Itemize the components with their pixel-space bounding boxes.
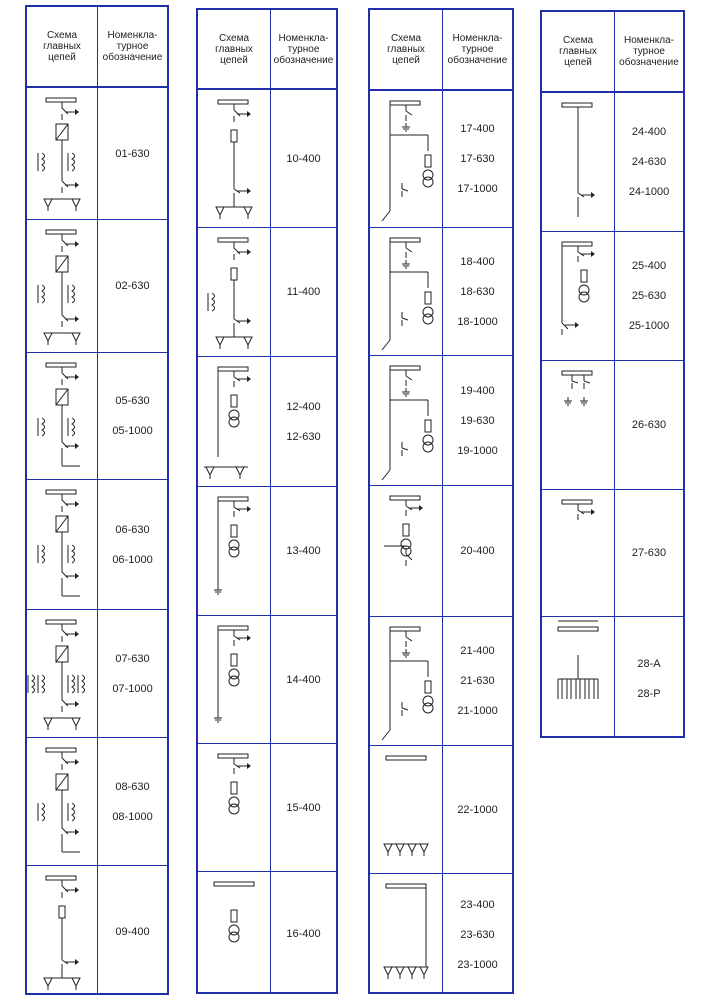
circuit-diagram-svg bbox=[370, 746, 442, 874]
circuit-diagram-svg bbox=[542, 232, 614, 361]
nomenclature-code: 08-630 bbox=[115, 780, 150, 793]
circuit-diagram bbox=[198, 744, 270, 871]
scheme-table bbox=[540, 10, 685, 738]
nomenclature-codes bbox=[98, 220, 167, 352]
nomenclature-code: 08-1000 bbox=[112, 810, 153, 823]
scheme-table bbox=[368, 8, 514, 994]
circuit-diagram bbox=[542, 361, 614, 489]
circuit-diagram bbox=[370, 228, 442, 355]
scheme-table bbox=[25, 5, 169, 995]
nomenclature-code: 01-630 bbox=[115, 147, 150, 160]
nomenclature-code: 15-400 bbox=[286, 801, 321, 814]
nomenclature-codes bbox=[443, 486, 512, 616]
nomenclature-code: 19-1000 bbox=[457, 444, 498, 457]
circuit-diagram-svg bbox=[198, 90, 270, 227]
circuit-diagram-svg bbox=[27, 88, 97, 219]
scheme-row bbox=[370, 91, 512, 227]
table-header bbox=[370, 10, 512, 91]
circuit-diagram bbox=[370, 746, 442, 873]
circuit-diagram-svg bbox=[370, 91, 442, 227]
scheme-row bbox=[27, 219, 167, 352]
header-code-label: Номенкла- турное обозначение bbox=[273, 32, 334, 66]
scheme-row bbox=[27, 609, 167, 737]
circuit-diagram-svg bbox=[198, 357, 270, 487]
nomenclature-code: 13-400 bbox=[286, 545, 321, 557]
circuit-diagram bbox=[370, 91, 442, 227]
nomenclature-code: 18-400 bbox=[460, 255, 495, 268]
nomenclature-code: 17-400 bbox=[460, 123, 495, 135]
nomenclature-codes bbox=[98, 480, 167, 609]
scheme-row bbox=[370, 616, 512, 745]
nomenclature-code: 21-630 bbox=[460, 675, 495, 687]
circuit-diagram bbox=[27, 610, 97, 737]
circuit-diagram bbox=[198, 357, 270, 486]
nomenclature-code: 02-630 bbox=[115, 280, 150, 292]
circuit-diagram bbox=[542, 232, 614, 360]
scheme-row bbox=[27, 737, 167, 865]
circuit-diagram-svg bbox=[27, 220, 97, 353]
nomenclature-codes bbox=[271, 357, 336, 486]
circuit-diagram bbox=[542, 93, 614, 231]
nomenclature-codes bbox=[615, 490, 683, 616]
header-scheme-label: Схема главных цепей bbox=[43, 30, 81, 63]
circuit-diagram bbox=[27, 738, 97, 865]
scheme-row bbox=[27, 865, 167, 997]
nomenclature-codes bbox=[271, 228, 336, 356]
nomenclature-code: 19-400 bbox=[460, 384, 495, 397]
circuit-diagram-svg bbox=[542, 93, 614, 231]
nomenclature-code: 24-400 bbox=[631, 126, 667, 138]
circuit-diagram bbox=[198, 487, 270, 615]
nomenclature-code: 22-1000 bbox=[457, 803, 498, 816]
header-code-label: Номенкла- турное обозначение bbox=[619, 35, 679, 68]
nomenclature-code: 25-1000 bbox=[628, 320, 670, 332]
circuit-diagram-svg bbox=[27, 866, 97, 998]
scheme-row bbox=[27, 479, 167, 609]
scheme-table bbox=[196, 8, 338, 994]
nomenclature-code: 28-P bbox=[637, 687, 661, 700]
circuit-diagram-svg bbox=[370, 874, 442, 997]
nomenclature-code: 24-1000 bbox=[628, 186, 670, 198]
nomenclature-code: 18-630 bbox=[460, 285, 495, 298]
circuit-diagram bbox=[542, 490, 614, 616]
circuit-diagram bbox=[27, 866, 97, 997]
circuit-diagram bbox=[370, 617, 442, 745]
header-code-label: Номенкла- турное обозначение bbox=[447, 33, 508, 66]
scheme-row bbox=[198, 743, 336, 871]
nomenclature-codes bbox=[98, 866, 167, 997]
scheme-row bbox=[198, 227, 336, 356]
circuit-diagram bbox=[27, 480, 97, 609]
scheme-row bbox=[370, 485, 512, 616]
circuit-diagram bbox=[370, 356, 442, 485]
circuit-diagram bbox=[370, 874, 442, 996]
circuit-diagram-svg bbox=[370, 228, 442, 356]
nomenclature-code: 06-1000 bbox=[112, 553, 153, 566]
scheme-row bbox=[370, 873, 512, 996]
nomenclature-code: 25-400 bbox=[631, 260, 667, 272]
nomenclature-code: 05-630 bbox=[115, 395, 150, 407]
nomenclature-code: 11-400 bbox=[286, 286, 321, 298]
circuit-diagram-svg bbox=[27, 480, 97, 610]
nomenclature-codes bbox=[98, 88, 167, 219]
header-scheme-label: Схема главных цепей bbox=[387, 33, 425, 66]
table-header bbox=[198, 10, 336, 90]
nomenclature-code: 16-400 bbox=[286, 928, 321, 940]
circuit-diagram bbox=[27, 220, 97, 352]
nomenclature-code: 21-400 bbox=[460, 645, 495, 657]
circuit-diagram-svg bbox=[27, 353, 97, 480]
circuit-diagram bbox=[198, 228, 270, 356]
nomenclature-codes bbox=[615, 93, 683, 231]
scheme-row bbox=[370, 227, 512, 355]
circuit-diagram-svg bbox=[542, 617, 614, 741]
scheme-row bbox=[370, 745, 512, 873]
header-scheme-label: Схема главных цепей bbox=[559, 35, 597, 68]
circuit-diagram-svg bbox=[370, 617, 442, 746]
nomenclature-code: 14-400 bbox=[286, 673, 321, 686]
nomenclature-codes bbox=[615, 232, 683, 360]
nomenclature-code: 23-400 bbox=[460, 899, 495, 911]
scheme-row bbox=[27, 88, 167, 219]
circuit-diagram-svg bbox=[542, 490, 614, 617]
circuit-diagram bbox=[370, 486, 442, 616]
nomenclature-code: 18-1000 bbox=[457, 315, 498, 328]
scheme-row bbox=[198, 90, 336, 227]
nomenclature-codes bbox=[443, 746, 512, 873]
nomenclature-code: 05-1000 bbox=[112, 425, 153, 437]
nomenclature-code: 26-630 bbox=[631, 419, 667, 431]
nomenclature-codes bbox=[98, 738, 167, 865]
table-header bbox=[542, 12, 683, 93]
nomenclature-code: 12-630 bbox=[286, 430, 321, 443]
nomenclature-code: 23-630 bbox=[460, 929, 495, 941]
scheme-row bbox=[370, 355, 512, 485]
nomenclature-codes bbox=[443, 91, 512, 227]
circuit-diagram bbox=[198, 90, 270, 227]
nomenclature-code: 25-630 bbox=[631, 290, 667, 302]
nomenclature-code: 09-400 bbox=[115, 925, 150, 938]
nomenclature-code: 17-630 bbox=[460, 153, 495, 165]
circuit-diagram-svg bbox=[198, 228, 270, 357]
circuit-diagram-svg bbox=[370, 486, 442, 617]
nomenclature-codes bbox=[615, 617, 683, 740]
nomenclature-code: 06-630 bbox=[115, 523, 150, 536]
nomenclature-code: 20-400 bbox=[460, 545, 495, 557]
nomenclature-code: 12-400 bbox=[286, 400, 321, 413]
nomenclature-codes bbox=[443, 617, 512, 745]
nomenclature-code: 28-A bbox=[637, 657, 661, 670]
nomenclature-codes bbox=[271, 487, 336, 615]
nomenclature-codes bbox=[271, 744, 336, 871]
nomenclature-codes bbox=[271, 616, 336, 743]
nomenclature-code: 17-1000 bbox=[457, 183, 498, 195]
circuit-diagram-svg bbox=[370, 356, 442, 486]
nomenclature-code: 10-400 bbox=[286, 152, 321, 165]
scheme-row bbox=[542, 489, 683, 616]
scheme-row bbox=[542, 93, 683, 231]
circuit-diagram-svg bbox=[198, 616, 270, 744]
scheme-row bbox=[542, 360, 683, 489]
nomenclature-codes bbox=[271, 872, 336, 996]
circuit-diagram bbox=[27, 88, 97, 219]
nomenclature-codes bbox=[98, 610, 167, 737]
nomenclature-codes bbox=[615, 361, 683, 489]
scheme-row bbox=[27, 352, 167, 479]
nomenclature-code: 27-630 bbox=[631, 547, 667, 559]
header-code-label: Номенкла- турное обозначение bbox=[102, 30, 163, 63]
circuit-diagram bbox=[198, 616, 270, 743]
circuit-diagram-svg bbox=[542, 361, 614, 490]
circuit-diagram-svg bbox=[198, 487, 270, 616]
circuit-diagram-svg bbox=[198, 744, 270, 872]
nomenclature-code: 07-630 bbox=[115, 652, 150, 665]
nomenclature-code: 19-630 bbox=[460, 414, 495, 427]
nomenclature-code: 21-1000 bbox=[457, 705, 498, 717]
header-scheme-label: Схема главных цепей bbox=[215, 32, 253, 66]
scheme-row bbox=[198, 871, 336, 996]
nomenclature-codes bbox=[443, 356, 512, 485]
circuit-diagram-svg bbox=[198, 872, 270, 997]
nomenclature-code: 24-630 bbox=[631, 156, 667, 168]
nomenclature-codes bbox=[443, 228, 512, 355]
circuit-diagram-svg bbox=[27, 610, 97, 738]
circuit-diagram bbox=[27, 353, 97, 479]
scheme-row bbox=[198, 486, 336, 615]
scheme-row bbox=[542, 231, 683, 360]
circuit-diagram-svg bbox=[27, 738, 97, 866]
nomenclature-code: 23-1000 bbox=[457, 959, 498, 971]
scheme-row bbox=[198, 615, 336, 743]
scheme-row bbox=[198, 356, 336, 486]
nomenclature-codes bbox=[271, 90, 336, 227]
circuit-diagram bbox=[542, 617, 614, 740]
nomenclature-codes bbox=[443, 874, 512, 996]
nomenclature-codes bbox=[98, 353, 167, 479]
circuit-diagram bbox=[198, 872, 270, 996]
scheme-row bbox=[542, 616, 683, 740]
nomenclature-code: 07-1000 bbox=[112, 682, 153, 695]
